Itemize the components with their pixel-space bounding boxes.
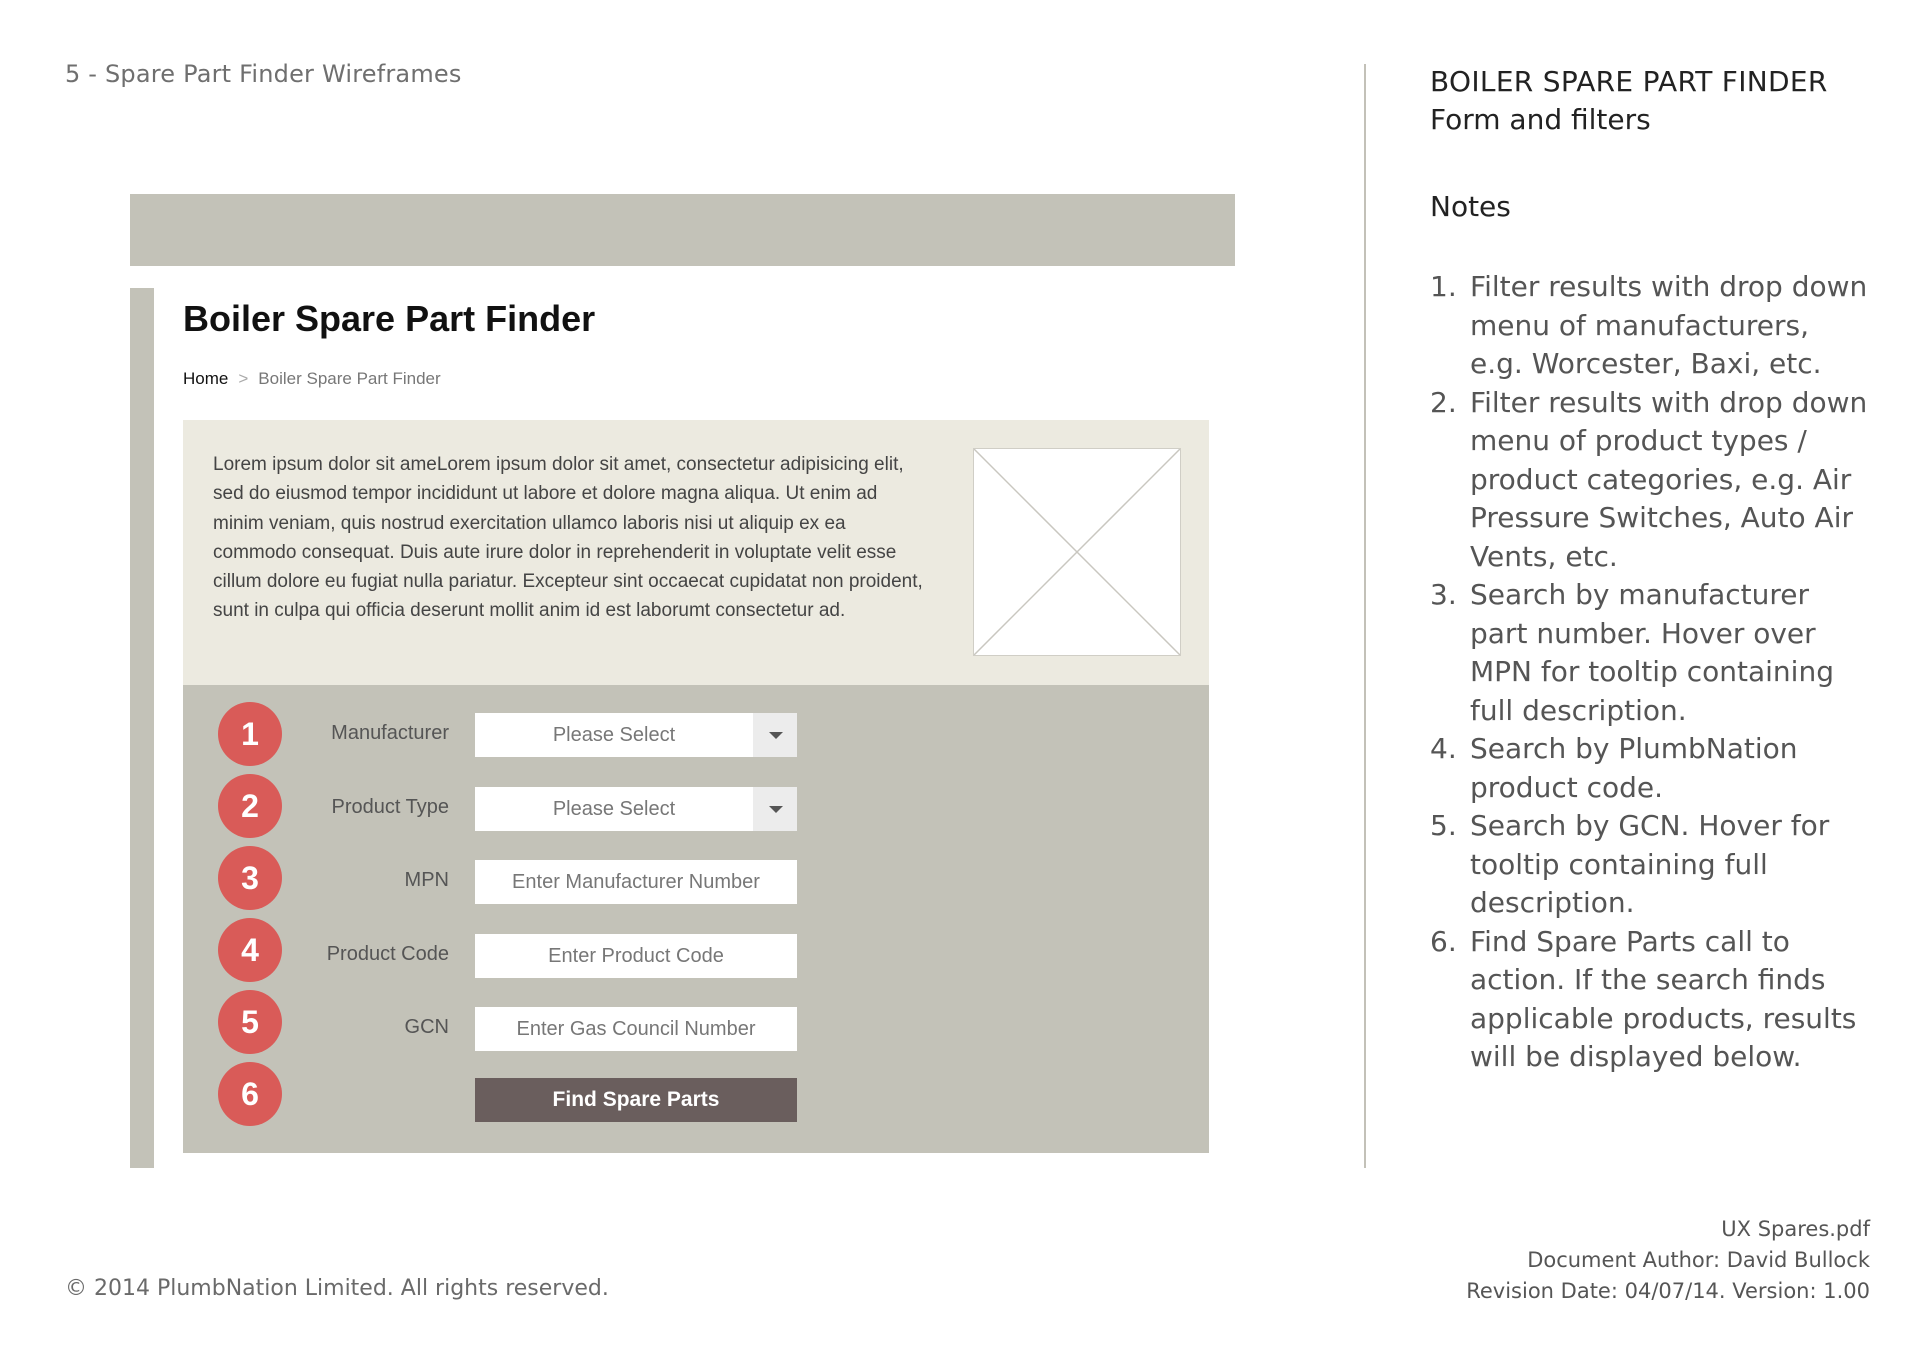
note-item <box>1430 807 1870 923</box>
note-text: Filter results with drop down menu of manufacturers, e.g. Worcester, Baxi, etc. <box>1470 270 1868 380</box>
note-text: Find Spare Parts call to action. If the search finds applicable products, results will be displayed below. <box>1470 924 1857 1073</box>
step-marker-4: 4 <box>218 918 282 982</box>
product-code-input[interactable]: Enter Product Code <box>475 934 797 978</box>
note-item <box>1430 268 1870 384</box>
note-number: 3. <box>1430 578 1457 611</box>
note-number: 6. <box>1430 924 1457 958</box>
note-number: 5. <box>1430 809 1457 842</box>
intro-panel <box>183 420 1209 685</box>
chevron-down-icon[interactable] <box>753 787 797 831</box>
column-divider <box>1364 64 1366 1168</box>
step-marker-1: 1 <box>218 702 282 766</box>
find-spare-parts-button[interactable]: Find Spare Parts <box>475 1078 797 1122</box>
revision-date: Revision Date: 04/07/14. Version: 1.00 <box>1466 1279 1870 1303</box>
intro-text: Lorem ipsum dolor sit ameLorem ipsum dolor sit amet, consectetur adipisicing elit, sed do eiusmod tempor incididunt ut labore et dolore magna aliqua. Ut enim ad minim veniam, quis nostrud exercitation ullamco laboris nisi ut aliquip ex ea commodo consequat. Duis aute irure dolor in reprehenderit in voluptate velit esse cillum dolore eu fugiat nulla pariatur. Excepteur sint occaecat cupidatat non proident, sunt in culpa qui officia deserunt mollit anim id est laborumt consectetur ad. <box>213 454 923 622</box>
step-marker-3: 3 <box>218 846 282 910</box>
notes-heading: Notes <box>1430 190 1511 223</box>
note-number: 2. <box>1430 385 1457 419</box>
header-bar-placeholder <box>130 194 1235 266</box>
image-placeholder <box>973 448 1181 656</box>
note-text: Search by PlumbNation product code. <box>1470 732 1798 804</box>
gcn-label: GCN <box>404 1016 449 1038</box>
breadcrumb-current: Boiler Spare Part Finder <box>258 369 441 388</box>
manufacturer-select[interactable] <box>475 713 797 757</box>
document-file: UX Spares.pdf <box>1721 1217 1870 1241</box>
notes-list <box>1430 268 1870 1077</box>
note-item <box>1430 576 1870 730</box>
step-marker-5: 5 <box>218 990 282 1054</box>
manufacturer-select-value: Please Select <box>552 724 676 746</box>
copyright: © 2014 PlumbNation Limited. All rights reserved. <box>65 1276 609 1301</box>
product-type-select-value: Please Select <box>552 798 676 820</box>
note-item <box>1430 923 1870 1077</box>
manufacturer-label: Manufacturer <box>331 722 449 744</box>
chevron-down-icon[interactable] <box>753 713 797 757</box>
document-author: Document Author: David Bullock <box>1527 1248 1870 1272</box>
product-type-select[interactable] <box>475 787 797 831</box>
step-marker-6: 6 <box>218 1062 282 1126</box>
document-meta <box>1466 1214 1870 1307</box>
page-reference: 5 - Spare Part Finder Wireframes <box>65 60 462 88</box>
note-text: Search by manufacturer part number. Hover over MPN for tooltip containing full description. <box>1470 578 1834 727</box>
search-form <box>183 685 1209 1153</box>
note-number: 1. <box>1430 270 1457 303</box>
mpn-label: MPN <box>404 869 449 891</box>
note-number: 4. <box>1430 732 1457 765</box>
note-item <box>1430 730 1870 807</box>
breadcrumb-separator: > <box>238 369 249 388</box>
mpn-input[interactable]: Enter Manufacturer Number <box>475 860 797 904</box>
note-text: Filter results with drop down menu of product types / product categories, e.g. Air Pressure Switches, Auto Air Vents, etc. <box>1470 385 1868 573</box>
note-text: Search by GCN. Hover for tooltip containing full description. <box>1470 809 1830 919</box>
gcn-input[interactable]: Enter Gas Council Number <box>475 1007 797 1051</box>
breadcrumb <box>183 369 441 389</box>
left-rail-placeholder <box>130 288 154 1168</box>
step-marker-2: 2 <box>218 774 282 838</box>
side-subtitle: Form and filters <box>1430 103 1651 136</box>
product-code-label: Product Code <box>326 943 449 965</box>
breadcrumb-home-link[interactable]: Home <box>183 369 229 388</box>
page-title: Boiler Spare Part Finder <box>183 298 596 339</box>
image-placeholder-icon <box>974 449 1180 655</box>
product-type-label: Product Type <box>331 796 449 818</box>
side-title: BOILER SPARE PART FINDER <box>1430 65 1828 98</box>
note-item <box>1430 384 1870 577</box>
